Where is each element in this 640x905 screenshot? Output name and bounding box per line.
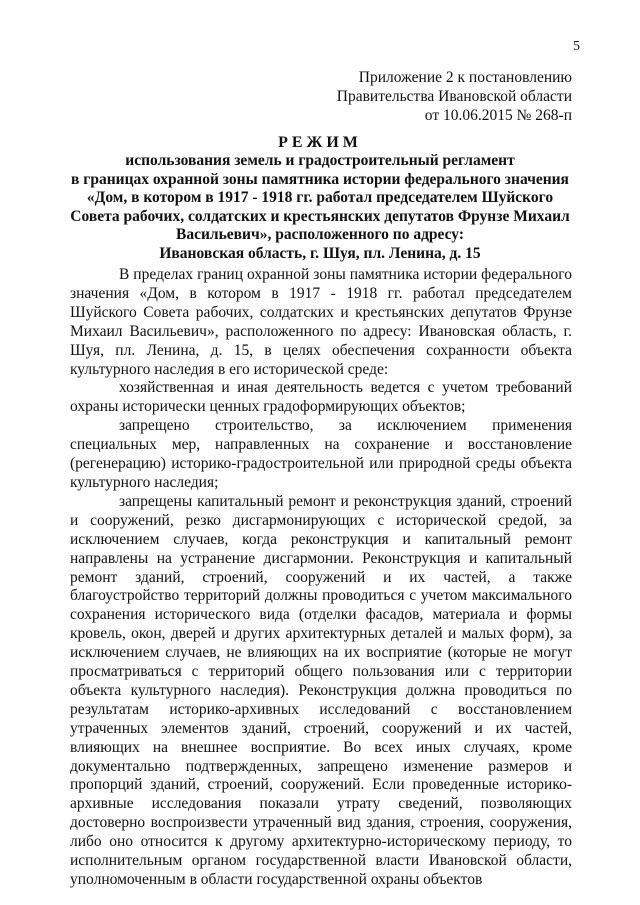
paragraph-3: запрещено строительство, за исключением применения специальных мер, направленных на сохранение и восстановление (регенерацию) историко-градостроительной или природной среды объекта культурного наследия; xyxy=(70,417,572,491)
title-line-5: Васильевич», расположенного по адресу: xyxy=(175,226,465,243)
title-regime: РЕЖИМ xyxy=(278,134,362,151)
paragraph-1: В пределах границ охранной зоны памятника истории федерального значения «Дом, в котором в 1917 - 1918 гг. работал председателем Шуйского Совета рабочих, солдатских и крестьянских депутатов Фрунзе Михаил Васильевич», расположенного по адресу: Ивановская область, г. Шуя, пл. Ленина, д. 15, в целях обеспечения сохранности объекта культурного наследия в его исторической среде: xyxy=(70,266,572,378)
appendix-line-3: от 10.06.2015 № 268-п xyxy=(424,107,572,124)
body-text xyxy=(70,266,572,890)
appendix-line-2: Правительства Ивановской области xyxy=(336,88,572,105)
paragraph-2: хозяйственная и иная деятельность ведется с учетом требований охраны исторически ценных градоформирующих объектов; xyxy=(70,379,572,416)
page-number: 5 xyxy=(573,39,580,54)
document-title xyxy=(70,133,570,263)
title-line-3: «Дом, в котором в 1917 - 1918 гг. работал председателем Шуйского xyxy=(86,189,554,206)
title-line-6: Ивановская область, г. Шуя, пл. Ленина, д. 15 xyxy=(159,244,481,262)
appendix-line-1: Приложение 2 к постановлению xyxy=(358,69,572,86)
appendix-note xyxy=(252,68,572,125)
title-line-4: Совета рабочих, солдатских и крестьянских депутатов Фрунзе Михаил xyxy=(70,207,570,225)
title-line-2: в границах охранной зоны памятника истории федерального значения xyxy=(71,170,569,188)
title-line-1: использования земель и градостроительный регламент xyxy=(125,152,515,169)
paragraph-4: запрещены капитальный ремонт и реконструкция зданий, строений и сооружений, резко дисгармонирующих с исторической средой, за исключением случаев, когда реконструкция и капитальный ремонт направлены на устранение дисгармонии. Реконструкция и капитальный ремонт зданий, строений, сооружений и их частей, а также благоустройство территорий должны проводиться с учетом максимального сохранения исторического вида (отделки фасадов, материала и формы кровель, окон, дверей и других архитектурных деталей и малых форм), за исключением случаев, не влияющих на их восприятие (которые не могут просматриваться с территорий общего пользования или с территории объекта культурного наследия). Реконструкция должна проводиться по результатам историко-архивных исследований с восстановлением утраченных элементов зданий, строений, сооружений и их частей, влияющих на внешнее восприятие. Во всех иных случаях, кроме документально подтвержденных, запрещено изменение размеров и пропорций зданий, строений, сооружений. Если проведенные историко-архивные исследования показали утрату сведений, позволяющих достоверно воспроизвести утраченный вид здания, строения, сооружения, либо оно относится к другому архитектурно-историческому периоду, то исполнительным органом государственной власти Ивановской области, уполномоченным в области государственной охраны объектов xyxy=(70,492,572,888)
